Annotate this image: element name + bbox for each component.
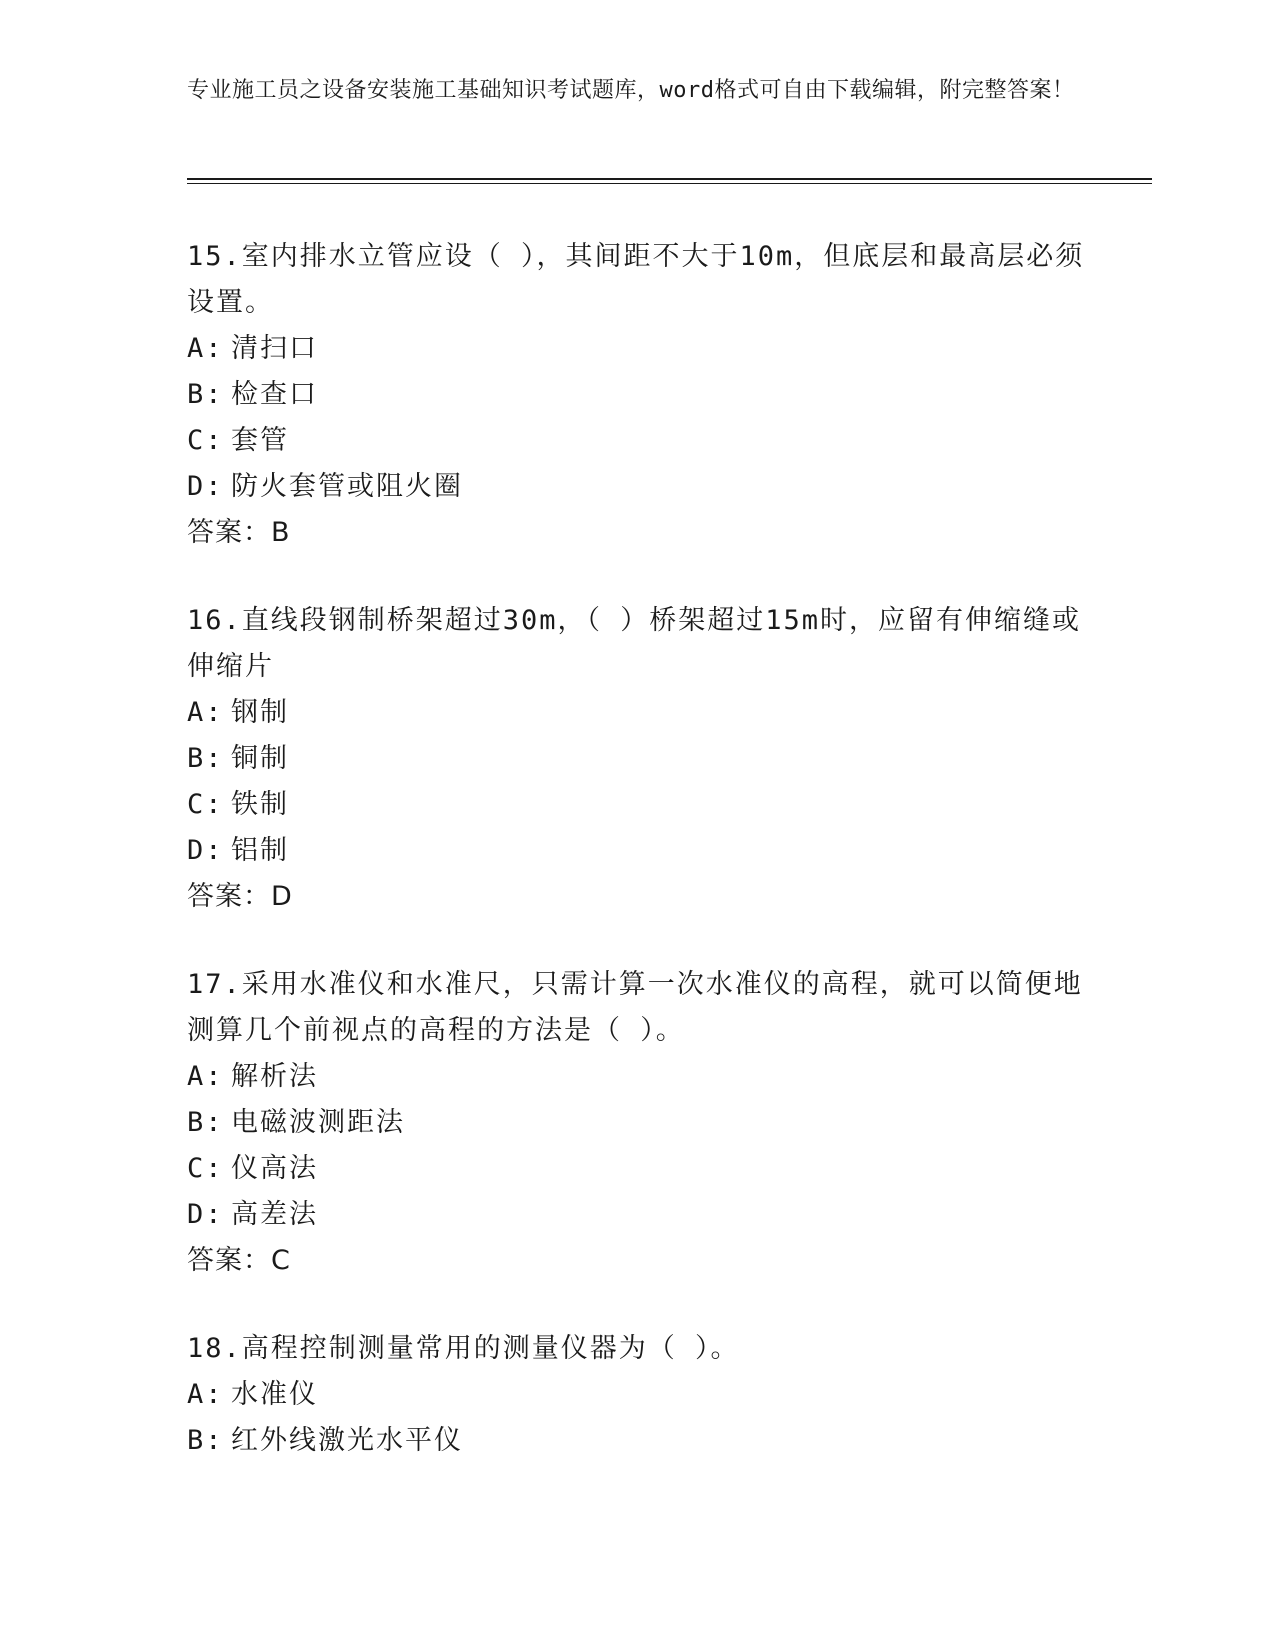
option-text: 铜制: [231, 743, 289, 774]
option-a: [187, 1054, 1087, 1100]
option-a: [187, 690, 1087, 736]
option-text: 套管: [231, 425, 289, 456]
option-text: 水准仪: [231, 1379, 318, 1410]
question-stem: 15.室内排水立管应设（ ），其间距不大于10m，但底层和最高层必须设置。: [187, 241, 1085, 318]
question-stem: 18.高程控制测量常用的测量仪器为（ ）。: [187, 1333, 740, 1364]
option-text: 铝制: [231, 835, 289, 866]
header-rule-thick: [187, 178, 1152, 180]
option-text: 钢制: [231, 697, 289, 728]
option-c: [187, 782, 1087, 828]
option-text: 红外线激光水平仪: [231, 1425, 463, 1456]
option-key: B:: [187, 1107, 224, 1138]
option-key: C:: [187, 425, 224, 456]
question-stem: 17.采用水准仪和水准尺，只需计算一次水准仪的高程，就可以简便地测算几个前视点的高程的方法是（ ）。: [187, 969, 1083, 1046]
header-rule-thin: [187, 183, 1152, 184]
option-c: [187, 418, 1087, 464]
option-key: A:: [187, 333, 224, 364]
question-15: [187, 234, 1087, 556]
option-key: A:: [187, 1379, 224, 1410]
answer-line: 答案：B: [187, 517, 291, 548]
option-key: D:: [187, 471, 224, 502]
answer-line: 答案：C: [187, 1245, 291, 1276]
option-key: D:: [187, 1199, 224, 1230]
option-d: [187, 464, 1087, 510]
option-key: B:: [187, 743, 224, 774]
option-key: B:: [187, 1425, 224, 1456]
question-18: [187, 1326, 1087, 1464]
option-key: C:: [187, 1153, 224, 1184]
option-key: B:: [187, 379, 224, 410]
option-key: A:: [187, 1061, 224, 1092]
option-text: 电磁波测距法: [231, 1107, 405, 1138]
option-text: 解析法: [231, 1061, 318, 1092]
option-text: 仪高法: [231, 1153, 318, 1184]
question-stem: 16.直线段钢制桥架超过30m，（ ）桥架超过15m时，应留有伸缩缝或伸缩片: [187, 605, 1082, 682]
option-b: [187, 1100, 1087, 1146]
option-b: [187, 1418, 1087, 1464]
option-b: [187, 372, 1087, 418]
answer-line: 答案：D: [187, 881, 293, 912]
option-text: 防火套管或阻火圈: [231, 471, 463, 502]
option-text: 铁制: [231, 789, 289, 820]
option-d: [187, 828, 1087, 874]
option-key: D:: [187, 835, 224, 866]
option-text: 检查口: [231, 379, 318, 410]
document-header: 专业施工员之设备安装施工基础知识考试题库，word格式可自由下载编辑，附完整答案！: [187, 78, 1075, 103]
option-text: 高差法: [231, 1199, 318, 1230]
question-17: [187, 962, 1087, 1284]
option-text: 清扫口: [231, 333, 318, 364]
option-a: [187, 326, 1087, 372]
option-c: [187, 1146, 1087, 1192]
option-d: [187, 1192, 1087, 1238]
option-b: [187, 736, 1087, 782]
question-16: [187, 598, 1087, 920]
option-key: A:: [187, 697, 224, 728]
option-a: [187, 1372, 1087, 1418]
option-key: C:: [187, 789, 224, 820]
